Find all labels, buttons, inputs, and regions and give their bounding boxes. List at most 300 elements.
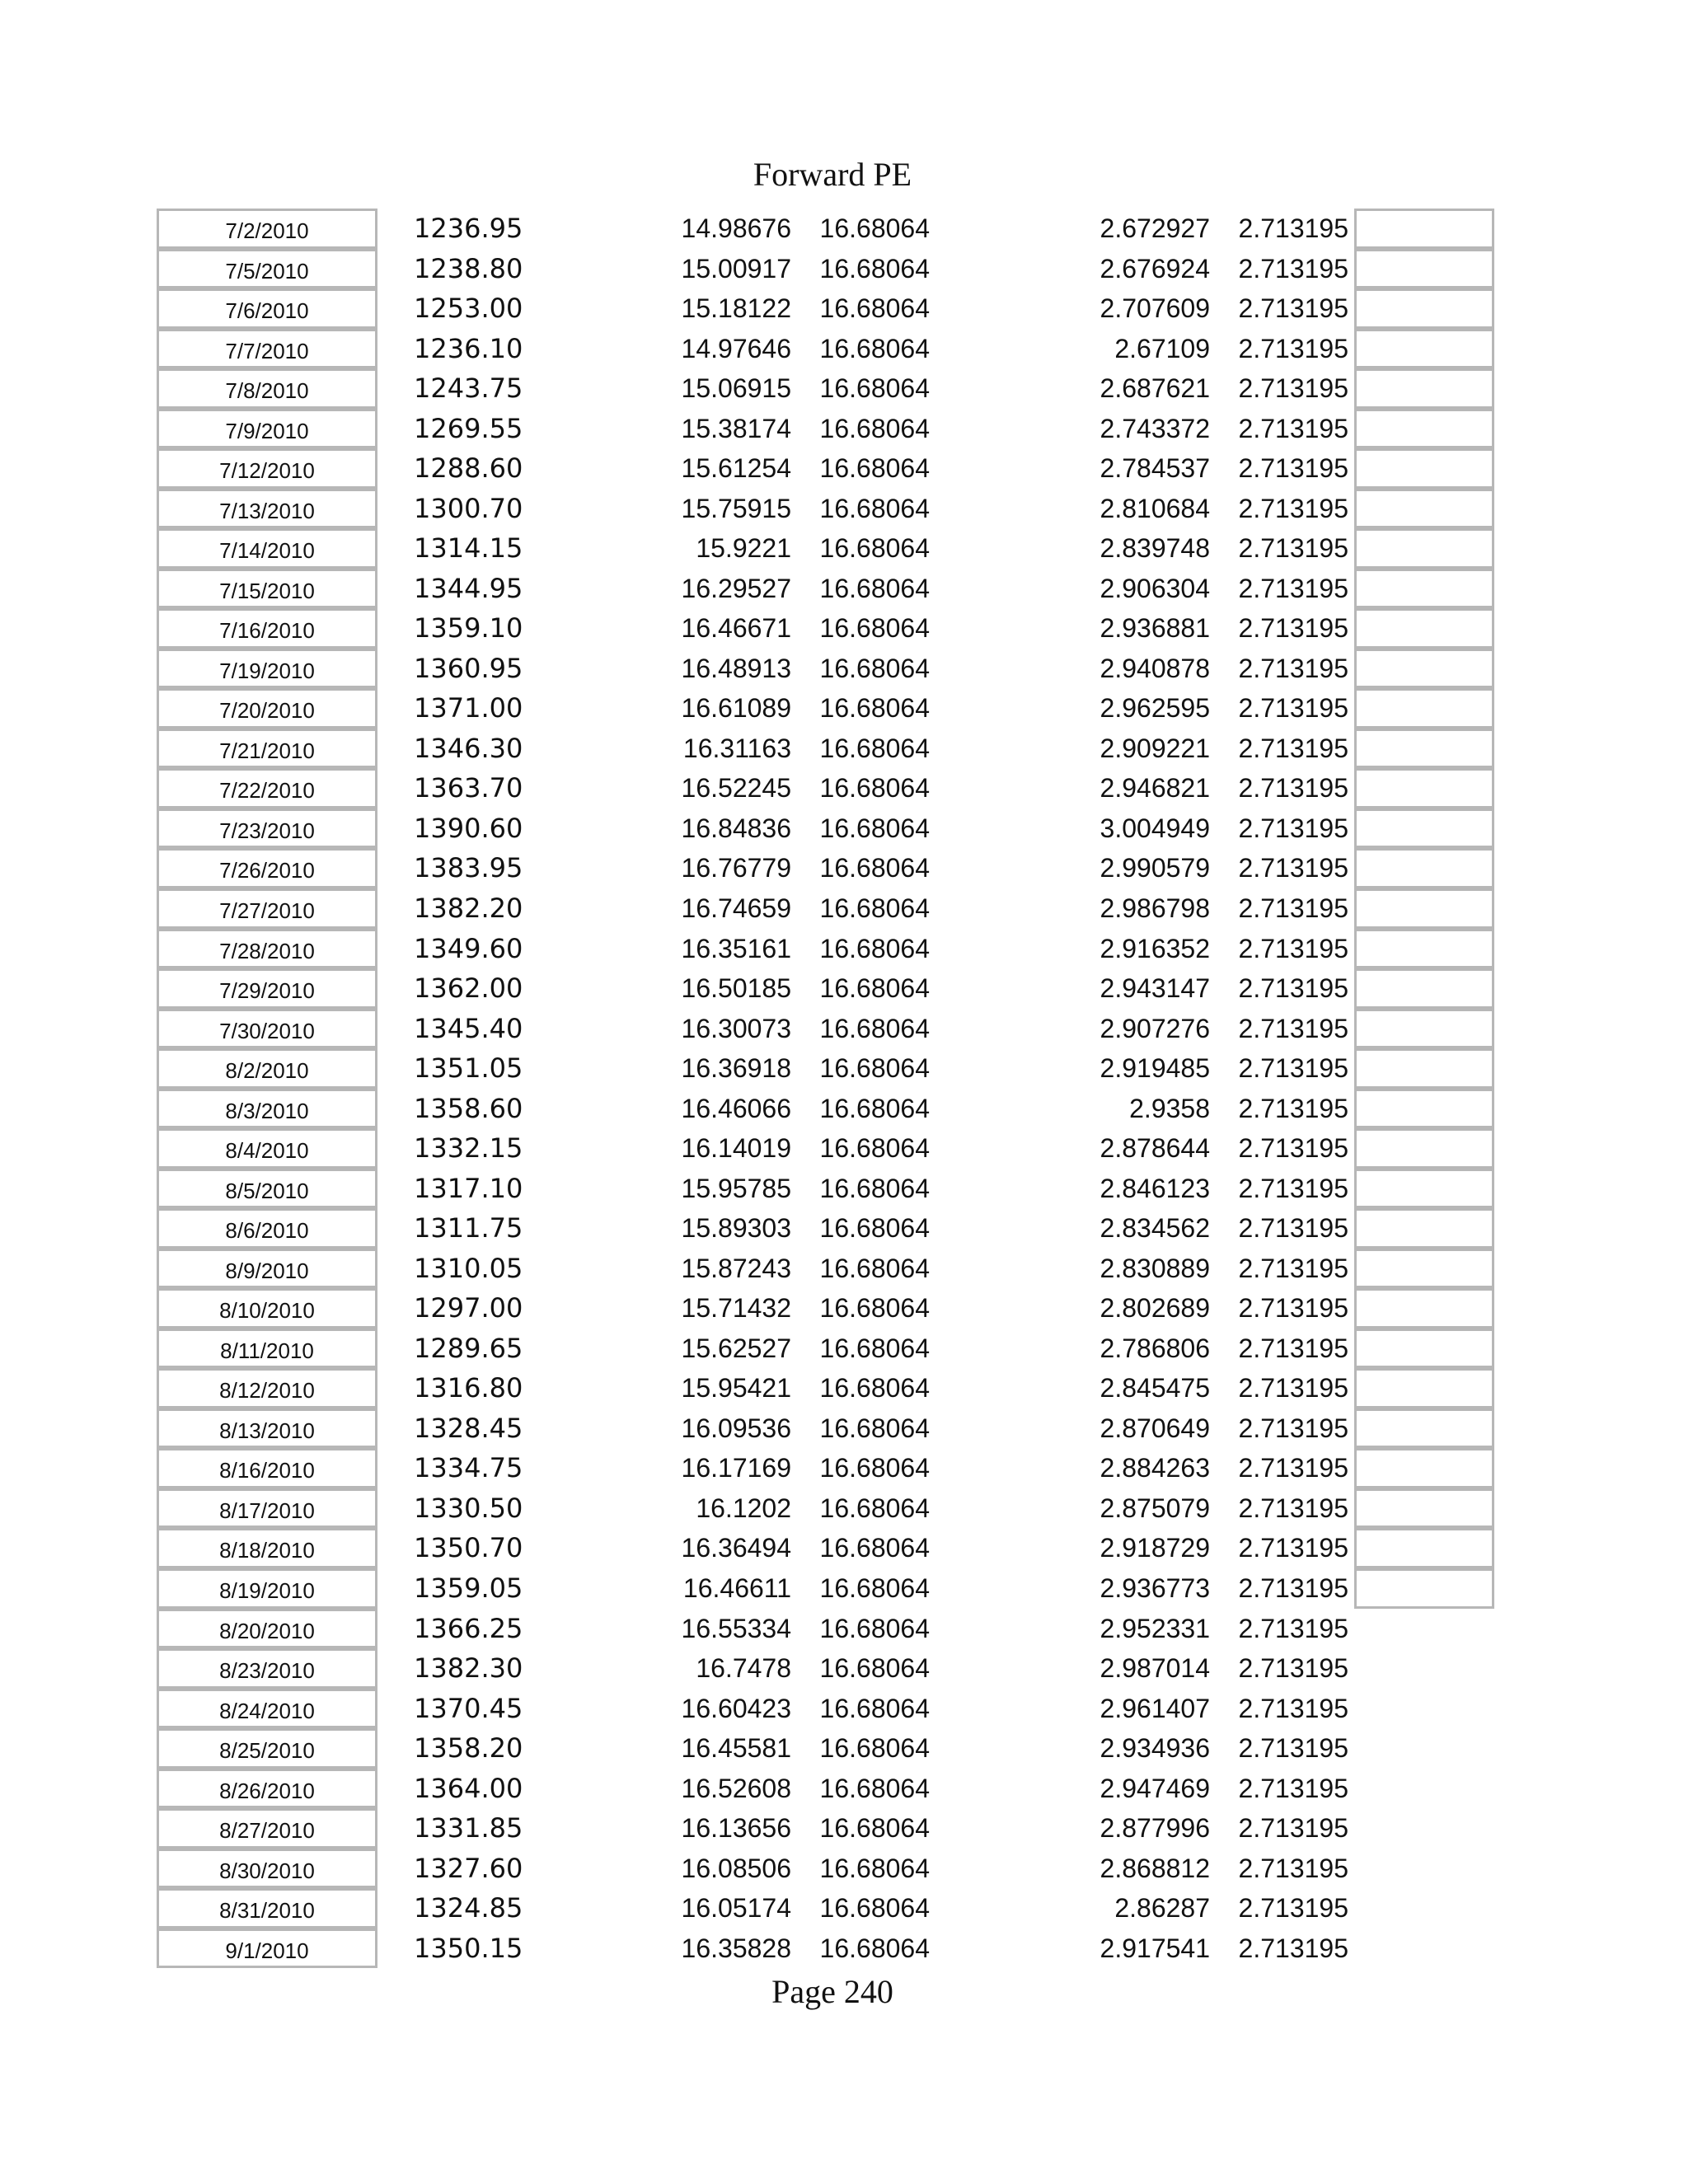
forward-pe-cell: 16.48913 <box>681 653 791 683</box>
log-pe-cell: 2.907276 <box>1100 1013 1210 1043</box>
price-cell: 1390.60 <box>414 812 523 844</box>
forward-pe-cell: 16.50185 <box>681 973 791 1004</box>
log-pe-cell: 2.987014 <box>1100 1653 1210 1684</box>
date-cell: 7/28/2010 <box>157 929 377 969</box>
log-average-cell: 2.713195 <box>1238 1333 1348 1363</box>
table-row <box>0 1849 1688 1889</box>
table-row <box>0 768 1688 808</box>
average-pe-cell: 16.68064 <box>819 1173 930 1203</box>
average-pe-cell: 16.68064 <box>819 1653 930 1684</box>
date-cell: 7/14/2010 <box>157 528 377 569</box>
average-pe-cell: 16.68064 <box>819 413 930 443</box>
table-row <box>0 569 1688 609</box>
empty-cell <box>1354 688 1494 729</box>
price-cell: 1358.60 <box>414 1092 523 1124</box>
table-row <box>0 608 1688 649</box>
date-cell: 8/3/2010 <box>157 1089 377 1129</box>
average-pe-cell: 16.68064 <box>819 1813 930 1844</box>
empty-cell <box>1354 608 1494 649</box>
page-number: Page 240 <box>771 1973 893 2010</box>
average-pe-cell: 16.68064 <box>819 1453 930 1483</box>
log-pe-cell: 2.839748 <box>1100 533 1210 564</box>
log-average-cell: 2.713195 <box>1238 533 1348 564</box>
date-cell: 8/4/2010 <box>157 1128 377 1169</box>
empty-cell <box>1354 1249 1494 1289</box>
log-pe-cell: 2.743372 <box>1100 413 1210 443</box>
average-pe-cell: 16.68064 <box>819 1053 930 1084</box>
average-pe-cell: 16.68064 <box>819 1133 930 1164</box>
table-row <box>0 1769 1688 1809</box>
log-pe-cell: 2.918729 <box>1100 1533 1210 1563</box>
table-row <box>0 1208 1688 1249</box>
table-row <box>0 1408 1688 1449</box>
table-row <box>0 1689 1688 1729</box>
price-cell: 1346.30 <box>414 732 523 764</box>
forward-pe-cell: 15.87243 <box>681 1253 791 1283</box>
empty-cell <box>1354 1169 1494 1209</box>
date-cell: 9/1/2010 <box>157 1929 377 1969</box>
log-average-cell: 2.713195 <box>1238 1293 1348 1324</box>
log-pe-cell: 2.834562 <box>1100 1213 1210 1244</box>
average-pe-cell: 16.68064 <box>819 1853 930 1883</box>
average-pe-cell: 16.68064 <box>819 493 930 523</box>
forward-pe-cell: 16.74659 <box>681 893 791 923</box>
price-cell: 1358.20 <box>414 1732 523 1765</box>
log-average-cell: 2.713195 <box>1238 333 1348 363</box>
price-cell: 1344.95 <box>414 572 523 604</box>
table-row <box>0 409 1688 449</box>
empty-cell <box>1354 1448 1494 1488</box>
log-pe-cell: 2.846123 <box>1100 1173 1210 1203</box>
date-cell: 7/12/2010 <box>157 448 377 489</box>
price-cell: 1330.50 <box>414 1492 523 1524</box>
date-cell: 7/22/2010 <box>157 768 377 808</box>
price-cell: 1349.60 <box>414 932 523 964</box>
log-average-cell: 2.713195 <box>1238 1613 1348 1643</box>
table-row <box>0 1089 1688 1129</box>
log-average-cell: 2.713195 <box>1238 1453 1348 1483</box>
log-pe-cell: 2.687621 <box>1100 373 1210 404</box>
date-cell: 7/16/2010 <box>157 608 377 649</box>
table-row <box>0 1888 1688 1929</box>
date-cell: 7/15/2010 <box>157 569 377 609</box>
log-average-cell: 2.713195 <box>1238 1933 1348 1963</box>
log-average-cell: 2.713195 <box>1238 1573 1348 1604</box>
forward-pe-cell: 15.62527 <box>681 1333 791 1363</box>
forward-pe-cell: 16.46671 <box>681 613 791 644</box>
date-cell: 7/21/2010 <box>157 729 377 769</box>
forward-pe-cell: 16.36918 <box>681 1053 791 1084</box>
log-pe-cell: 2.952331 <box>1100 1613 1210 1643</box>
log-pe-cell: 2.917541 <box>1100 1933 1210 1963</box>
price-cell: 1324.85 <box>414 1892 523 1924</box>
log-pe-cell: 2.870649 <box>1100 1413 1210 1443</box>
forward-pe-cell: 16.76779 <box>681 853 791 883</box>
empty-cell <box>1354 288 1494 329</box>
date-cell: 8/20/2010 <box>157 1609 377 1649</box>
average-pe-cell: 16.68064 <box>819 253 930 284</box>
average-pe-cell: 16.68064 <box>819 1013 930 1043</box>
log-pe-cell: 2.884263 <box>1100 1453 1210 1483</box>
price-cell: 1236.10 <box>414 332 523 364</box>
price-cell: 1371.00 <box>414 692 523 724</box>
forward-pe-cell: 16.35161 <box>681 933 791 963</box>
log-pe-cell: 2.672927 <box>1100 213 1210 243</box>
average-pe-cell: 16.68064 <box>819 1613 930 1643</box>
empty-cell <box>1354 1048 1494 1089</box>
date-cell: 7/23/2010 <box>157 808 377 849</box>
log-average-cell: 2.713195 <box>1238 1533 1348 1563</box>
price-cell: 1297.00 <box>414 1292 523 1324</box>
forward-pe-cell: 16.09536 <box>681 1413 791 1443</box>
forward-pe-cell: 16.45581 <box>681 1733 791 1764</box>
log-average-cell: 2.713195 <box>1238 253 1348 284</box>
date-cell: 8/31/2010 <box>157 1888 377 1929</box>
empty-cell <box>1354 1009 1494 1049</box>
log-pe-cell: 2.919485 <box>1100 1053 1210 1084</box>
empty-cell <box>1354 329 1494 369</box>
forward-pe-cell: 15.18122 <box>681 293 791 324</box>
log-average-cell: 2.713195 <box>1238 1373 1348 1404</box>
forward-pe-cell: 16.46611 <box>682 1573 791 1604</box>
average-pe-cell: 16.68064 <box>819 1333 930 1363</box>
average-pe-cell: 16.68064 <box>819 1773 930 1803</box>
date-cell: 8/10/2010 <box>157 1288 377 1329</box>
empty-cell <box>1354 768 1494 808</box>
average-pe-cell: 16.68064 <box>819 733 930 763</box>
average-pe-cell: 16.68064 <box>819 1693 930 1723</box>
price-cell: 1310.05 <box>414 1252 523 1284</box>
price-cell: 1350.15 <box>414 1932 523 1964</box>
forward-pe-cell: 15.95421 <box>681 1373 791 1404</box>
log-average-cell: 2.713195 <box>1238 653 1348 683</box>
log-pe-cell: 2.784537 <box>1100 453 1210 484</box>
average-pe-cell: 16.68064 <box>819 1933 930 1963</box>
empty-cell <box>1354 649 1494 689</box>
date-cell: 7/9/2010 <box>157 409 377 449</box>
table-row <box>0 1609 1688 1649</box>
log-average-cell: 2.713195 <box>1238 1253 1348 1283</box>
empty-cell <box>1354 1288 1494 1329</box>
forward-pe-cell: 15.00917 <box>681 253 791 284</box>
average-pe-cell: 16.68064 <box>819 693 930 724</box>
price-cell: 1364.00 <box>414 1772 523 1804</box>
price-cell: 1316.80 <box>414 1372 523 1404</box>
log-pe-cell: 2.962595 <box>1100 693 1210 724</box>
average-pe-cell: 16.68064 <box>819 533 930 564</box>
forward-pe-cell: 15.71432 <box>681 1293 791 1324</box>
table-row <box>0 368 1688 409</box>
forward-pe-cell: 16.52245 <box>681 773 791 804</box>
price-cell: 1317.10 <box>414 1172 523 1204</box>
price-cell: 1288.60 <box>414 452 523 485</box>
empty-cell <box>1354 968 1494 1009</box>
forward-pe-cell: 16.13656 <box>681 1813 791 1844</box>
price-cell: 1236.95 <box>414 213 523 244</box>
log-pe-cell: 2.86287 <box>1114 1893 1210 1924</box>
date-cell: 7/13/2010 <box>157 489 377 529</box>
table-row <box>0 1249 1688 1289</box>
forward-pe-cell: 16.31163 <box>682 733 791 763</box>
average-pe-cell: 16.68064 <box>819 1493 930 1523</box>
table-row <box>0 1929 1688 1969</box>
forward-pe-cell: 16.35828 <box>681 1933 791 1963</box>
empty-cell <box>1354 1488 1494 1529</box>
date-cell: 8/16/2010 <box>157 1448 377 1488</box>
forward-pe-cell: 14.97646 <box>681 333 791 363</box>
price-cell: 1314.15 <box>414 532 523 565</box>
log-average-cell: 2.713195 <box>1238 453 1348 484</box>
average-pe-cell: 16.68064 <box>819 613 930 644</box>
log-average-cell: 2.713195 <box>1238 1013 1348 1043</box>
price-cell: 1370.45 <box>414 1692 523 1724</box>
log-average-cell: 2.713195 <box>1238 1173 1348 1203</box>
forward-pe-cell: 15.75915 <box>681 493 791 523</box>
log-average-cell: 2.713195 <box>1238 1133 1348 1164</box>
date-cell: 8/5/2010 <box>157 1169 377 1209</box>
log-pe-cell: 2.906304 <box>1100 573 1210 603</box>
date-cell: 7/5/2010 <box>157 249 377 289</box>
empty-cell <box>1354 528 1494 569</box>
average-pe-cell: 16.68064 <box>819 1893 930 1924</box>
table-row <box>0 649 1688 689</box>
forward-pe-cell: 16.1202 <box>696 1493 791 1523</box>
price-cell: 1345.40 <box>414 1012 523 1044</box>
table-row <box>0 1648 1688 1689</box>
date-cell: 7/26/2010 <box>157 848 377 888</box>
price-cell: 1350.70 <box>414 1532 523 1564</box>
forward-pe-cell: 16.55334 <box>681 1613 791 1643</box>
date-cell: 8/6/2010 <box>157 1208 377 1249</box>
forward-pe-cell: 15.61254 <box>681 453 791 484</box>
table-row <box>0 888 1688 929</box>
log-average-cell: 2.713195 <box>1238 1733 1348 1764</box>
log-average-cell: 2.713195 <box>1238 1693 1348 1723</box>
price-cell: 1359.10 <box>414 612 523 644</box>
empty-cell <box>1354 368 1494 409</box>
price-cell: 1360.95 <box>414 652 523 684</box>
forward-pe-cell: 15.89303 <box>681 1213 791 1244</box>
average-pe-cell: 16.68064 <box>819 933 930 963</box>
date-cell: 8/13/2010 <box>157 1408 377 1449</box>
log-average-cell: 2.713195 <box>1238 613 1348 644</box>
page-title: Forward PE <box>753 156 912 193</box>
table-row <box>0 1568 1688 1609</box>
average-pe-cell: 16.68064 <box>819 1413 930 1443</box>
price-cell: 1383.95 <box>414 852 523 884</box>
average-pe-cell: 16.68064 <box>819 1373 930 1404</box>
log-pe-cell: 2.916352 <box>1100 933 1210 963</box>
forward-pe-cell: 15.95785 <box>681 1173 791 1203</box>
log-pe-cell: 3.004949 <box>1100 813 1210 843</box>
date-cell: 7/20/2010 <box>157 688 377 729</box>
date-cell: 7/7/2010 <box>157 329 377 369</box>
average-pe-cell: 16.68064 <box>819 853 930 883</box>
empty-cell <box>1354 888 1494 929</box>
log-pe-cell: 2.943147 <box>1100 973 1210 1004</box>
log-pe-cell: 2.990579 <box>1100 853 1210 883</box>
table-row <box>0 209 1688 249</box>
table-row <box>0 1728 1688 1769</box>
date-cell: 8/25/2010 <box>157 1728 377 1769</box>
empty-cell <box>1354 1368 1494 1408</box>
date-cell: 7/6/2010 <box>157 288 377 329</box>
table-row <box>0 1288 1688 1329</box>
forward-pe-cell: 16.08506 <box>681 1853 791 1883</box>
price-cell: 1382.20 <box>414 893 523 924</box>
empty-cell <box>1354 848 1494 888</box>
log-pe-cell: 2.845475 <box>1100 1373 1210 1404</box>
empty-cell <box>1354 1089 1494 1129</box>
table-row <box>0 968 1688 1009</box>
price-cell: 1366.25 <box>414 1612 523 1644</box>
forward-pe-cell: 16.52608 <box>681 1773 791 1803</box>
table-row <box>0 808 1688 849</box>
log-average-cell: 2.713195 <box>1238 493 1348 523</box>
log-average-cell: 2.713195 <box>1238 1053 1348 1084</box>
price-cell: 1269.55 <box>414 412 523 444</box>
log-pe-cell: 2.868812 <box>1100 1853 1210 1883</box>
log-average-cell: 2.713195 <box>1238 1493 1348 1523</box>
date-cell: 7/2/2010 <box>157 209 377 249</box>
log-average-cell: 2.713195 <box>1238 213 1348 243</box>
table-row <box>0 448 1688 489</box>
average-pe-cell: 16.68064 <box>819 1253 930 1283</box>
date-cell: 7/8/2010 <box>157 368 377 409</box>
table-row <box>0 249 1688 289</box>
average-pe-cell: 16.68064 <box>819 1573 930 1604</box>
log-pe-cell: 2.877996 <box>1100 1813 1210 1844</box>
price-cell: 1382.30 <box>414 1652 523 1685</box>
log-average-cell: 2.713195 <box>1238 693 1348 724</box>
price-cell: 1311.75 <box>414 1212 523 1244</box>
date-cell: 7/19/2010 <box>157 649 377 689</box>
empty-cell <box>1354 209 1494 249</box>
empty-cell <box>1354 1208 1494 1249</box>
log-pe-cell: 2.802689 <box>1100 1293 1210 1324</box>
forward-pe-cell: 16.30073 <box>681 1013 791 1043</box>
log-pe-cell: 2.961407 <box>1100 1693 1210 1723</box>
price-cell: 1327.60 <box>414 1852 523 1884</box>
log-average-cell: 2.713195 <box>1238 1413 1348 1443</box>
table-row <box>0 1048 1688 1089</box>
log-pe-cell: 2.909221 <box>1100 733 1210 763</box>
average-pe-cell: 16.68064 <box>819 1293 930 1324</box>
table-row <box>0 1368 1688 1408</box>
log-average-cell: 2.713195 <box>1238 1853 1348 1883</box>
log-average-cell: 2.713195 <box>1238 373 1348 404</box>
forward-pe-cell: 14.98676 <box>681 213 791 243</box>
average-pe-cell: 16.68064 <box>819 1093 930 1123</box>
forward-pe-cell: 16.14019 <box>681 1133 791 1164</box>
price-cell: 1243.75 <box>414 373 523 405</box>
log-pe-cell: 2.707609 <box>1100 293 1210 324</box>
log-average-cell: 2.713195 <box>1238 773 1348 804</box>
date-cell: 8/19/2010 <box>157 1568 377 1609</box>
log-average-cell: 2.713195 <box>1238 413 1348 443</box>
log-average-cell: 2.713195 <box>1238 1813 1348 1844</box>
date-cell: 8/26/2010 <box>157 1769 377 1809</box>
forward-pe-cell: 16.36494 <box>681 1533 791 1563</box>
log-pe-cell: 2.830889 <box>1100 1253 1210 1283</box>
price-cell: 1363.70 <box>414 772 523 804</box>
average-pe-cell: 16.68064 <box>819 1733 930 1764</box>
forward-pe-cell: 16.7478 <box>696 1653 791 1684</box>
table-row <box>0 1488 1688 1529</box>
log-average-cell: 2.713195 <box>1238 733 1348 763</box>
average-pe-cell: 16.68064 <box>819 333 930 363</box>
table-row <box>0 1808 1688 1849</box>
forward-pe-cell: 16.05174 <box>681 1893 791 1924</box>
table-row <box>0 489 1688 529</box>
empty-cell <box>1354 409 1494 449</box>
forward-pe-cell: 16.29527 <box>681 573 791 603</box>
average-pe-cell: 16.68064 <box>819 653 930 683</box>
empty-cell <box>1354 489 1494 529</box>
average-pe-cell: 16.68064 <box>819 453 930 484</box>
log-pe-cell: 2.67109 <box>1114 333 1210 363</box>
log-pe-cell: 2.810684 <box>1100 493 1210 523</box>
log-average-cell: 2.713195 <box>1238 893 1348 923</box>
empty-cell <box>1354 729 1494 769</box>
date-cell: 8/12/2010 <box>157 1368 377 1408</box>
table-row <box>0 1009 1688 1049</box>
price-cell: 1332.15 <box>414 1132 523 1165</box>
table-row <box>0 528 1688 569</box>
table-row <box>0 1329 1688 1369</box>
price-cell: 1289.65 <box>414 1332 523 1364</box>
log-pe-cell: 2.940878 <box>1100 653 1210 683</box>
price-cell: 1359.05 <box>414 1572 523 1605</box>
price-cell: 1334.75 <box>414 1452 523 1484</box>
log-average-cell: 2.713195 <box>1238 573 1348 603</box>
price-cell: 1362.00 <box>414 972 523 1005</box>
empty-cell <box>1354 1568 1494 1609</box>
average-pe-cell: 16.68064 <box>819 1213 930 1244</box>
log-average-cell: 2.713195 <box>1238 1093 1348 1123</box>
price-cell: 1351.05 <box>414 1052 523 1085</box>
table-row <box>0 1169 1688 1209</box>
log-pe-cell: 2.875079 <box>1100 1493 1210 1523</box>
log-average-cell: 2.713195 <box>1238 1213 1348 1244</box>
date-cell: 8/18/2010 <box>157 1528 377 1568</box>
date-cell: 8/17/2010 <box>157 1488 377 1529</box>
price-cell: 1300.70 <box>414 492 523 524</box>
empty-cell <box>1354 249 1494 289</box>
table-row <box>0 729 1688 769</box>
log-average-cell: 2.713195 <box>1238 1773 1348 1803</box>
date-cell: 8/23/2010 <box>157 1648 377 1689</box>
forward-pe-cell: 16.84836 <box>681 813 791 843</box>
date-cell: 8/2/2010 <box>157 1048 377 1089</box>
log-pe-cell: 2.947469 <box>1100 1773 1210 1803</box>
log-pe-cell: 2.786806 <box>1100 1333 1210 1363</box>
log-pe-cell: 2.936773 <box>1100 1573 1210 1604</box>
forward-pe-cell: 16.61089 <box>681 693 791 724</box>
date-cell: 8/27/2010 <box>157 1808 377 1849</box>
table-row <box>0 1128 1688 1169</box>
table-row <box>0 929 1688 969</box>
average-pe-cell: 16.68064 <box>819 293 930 324</box>
log-average-cell: 2.713195 <box>1238 1653 1348 1684</box>
log-average-cell: 2.713195 <box>1238 933 1348 963</box>
date-cell: 8/11/2010 <box>157 1329 377 1369</box>
empty-cell <box>1354 808 1494 849</box>
empty-cell <box>1354 1408 1494 1449</box>
log-average-cell: 2.713195 <box>1238 293 1348 324</box>
log-average-cell: 2.713195 <box>1238 853 1348 883</box>
date-cell: 8/30/2010 <box>157 1849 377 1889</box>
